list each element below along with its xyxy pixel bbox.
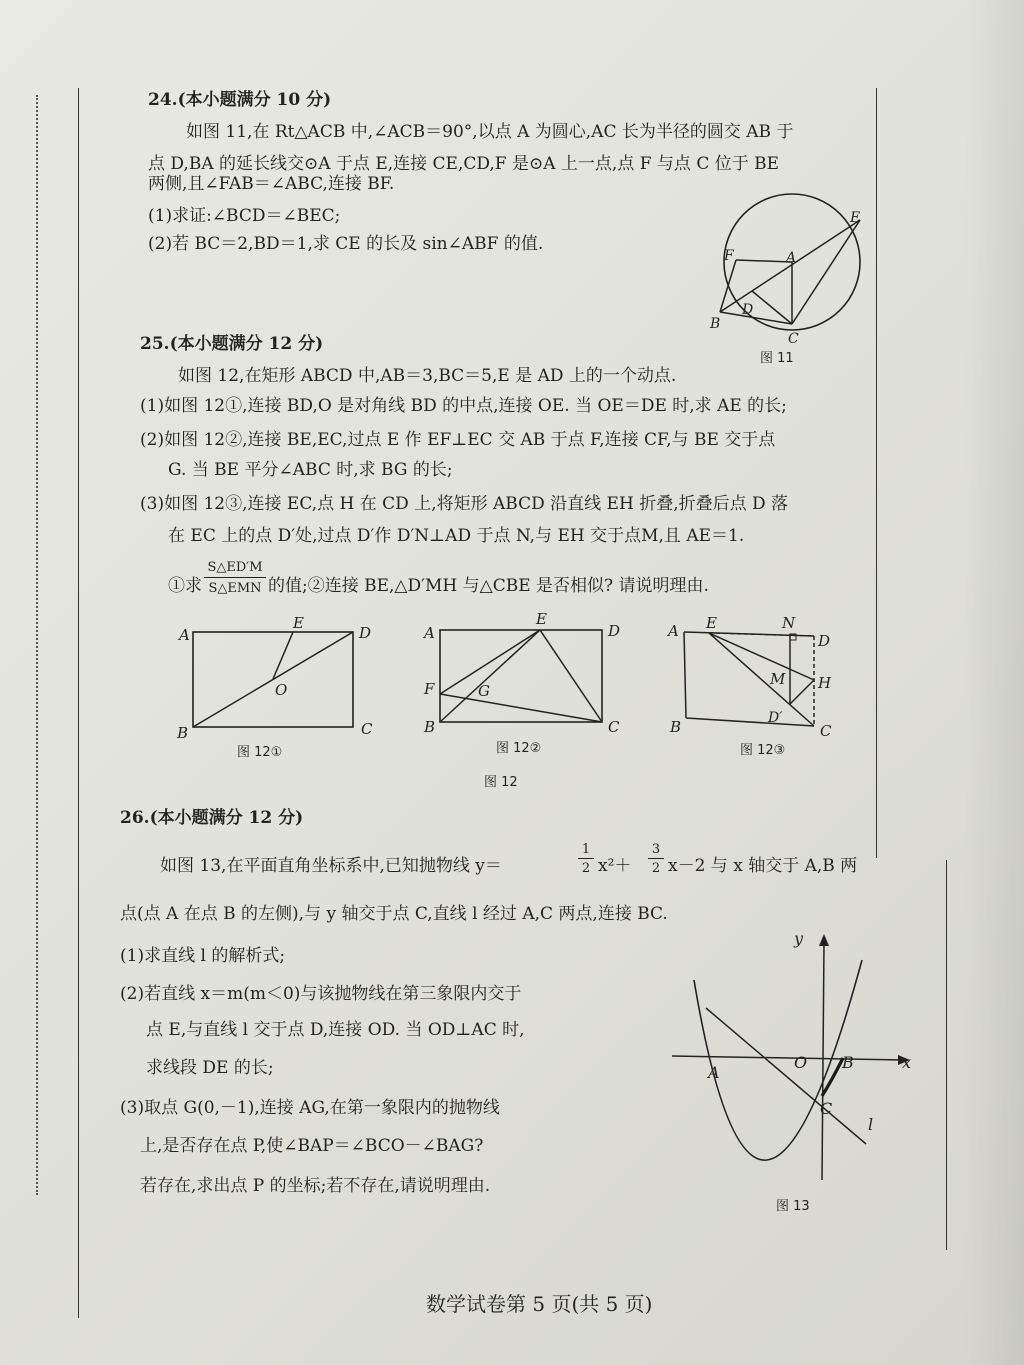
fig12-3-label-e: E	[706, 614, 717, 632]
fig13-caption: 图 13	[776, 1199, 810, 1214]
figure-12-1	[175, 616, 385, 746]
q26-header: 26.(本小题满分 12 分)	[120, 808, 304, 828]
fig12-3-label-dprime: D′	[768, 710, 783, 726]
q25-part1: (1)如图 12①,连接 BD,O 是对角线 BD 的中点,连接 OE. 当 OE＝DE 时,求 AE 的长;	[140, 396, 787, 416]
fig12-caption: 图 12	[484, 775, 518, 790]
q25-header: 25.(本小题满分 12 分)	[140, 334, 324, 354]
line-ab-3	[684, 632, 686, 718]
fig12-3-label-n: N	[782, 614, 796, 632]
fraction-numerator: S△ED′M	[204, 560, 266, 578]
fig13-label-a: A	[708, 1063, 720, 1082]
fig11-label-b: B	[710, 316, 721, 332]
fig13-label-o: O	[794, 1053, 808, 1072]
q26-fraction-1	[578, 842, 594, 876]
fig12-1-label-a: A	[179, 626, 190, 644]
q24-part2: (2)若 BC＝2,BD＝1,求 CE 的长及 sin∠ABF 的值.	[148, 234, 544, 254]
q25-part3a: (3)如图 12③,连接 EC,点 H 在 CD 上,将矩形 ABCD 沿直线 EH 折叠,折叠后点 D 落	[140, 494, 789, 514]
line-fa	[736, 260, 792, 262]
q26-part2b: 点 E,与直线 l 交于点 D,连接 OD. 当 OD⊥AC 时,	[146, 1020, 525, 1040]
q24-line3: 两侧,且∠FAB＝∠ABC,连接 BF.	[148, 174, 395, 194]
q24-line1: 如图 11,在 Rt△ACB 中,∠ACB＝90°,以点 A 为圆心,AC 长为半径的圆交 AB 于	[186, 122, 794, 142]
q24-line2: 点 D,BA 的延长线交⊙A 于点 E,连接 CE,CD,F 是⊙A 上一点,点 F 与点 C 位于 BE	[148, 154, 780, 174]
fraction-1-denominator: 2	[581, 861, 591, 876]
line-cf-2	[440, 694, 602, 722]
q26-line1-post: x－2 与 x 轴交于 A,B 两	[668, 856, 858, 876]
line-bd-1	[193, 632, 353, 727]
line-oe-1	[273, 632, 293, 679]
figure-12-3	[664, 612, 854, 742]
fig12-3-label-b: B	[670, 718, 682, 736]
q26-part3b: 上,是否存在点 P,使∠BAP＝∠BCO－∠BAG?	[140, 1136, 484, 1156]
fig11-caption: 图 11	[760, 351, 794, 366]
fig11-label-d: D	[742, 302, 754, 318]
right-margin-line-lower	[946, 860, 947, 1250]
q26-part2a: (2)若直线 x＝m(m＜0)与该抛物线在第三象限内交于	[120, 984, 522, 1004]
q26-fraction-2	[648, 842, 664, 876]
q26-part2c: 求线段 DE 的长;	[146, 1058, 274, 1078]
q25-part2a: (2)如图 12②,连接 BE,EC,过点 E 作 EF⊥EC 交 AB 于点 F,连接 CF,与 BE 交于点	[140, 430, 776, 450]
q25-line1: 如图 12,在矩形 ABCD 中,AB＝3,BC＝5,E 是 AD 上的一个动点.	[178, 366, 677, 386]
q26-mid: x²＋	[598, 856, 632, 876]
fig11-label-e: E	[850, 210, 861, 226]
fig12-3-label-a: A	[668, 622, 679, 640]
fig12-3-label-d: D	[818, 632, 831, 650]
fig13-label-b: B	[842, 1053, 854, 1072]
line-bc	[720, 312, 792, 324]
y-axis-arrow	[819, 934, 829, 946]
fig12-2-label-d: D	[608, 622, 621, 640]
fig12-3-label-h: H	[818, 674, 832, 692]
fig11-label-a: A	[786, 250, 797, 266]
fig12-2-caption: 图 12②	[496, 741, 542, 756]
fig12-2-label-a: A	[424, 624, 435, 642]
y-axis	[822, 942, 824, 1180]
x-axis	[672, 1056, 904, 1060]
fraction-denominator: S△EMN	[208, 581, 262, 596]
fig12-3-label-c: C	[820, 722, 832, 740]
fig11-label-c: C	[788, 331, 799, 347]
fig12-1-label-o: O	[275, 681, 288, 699]
line-ec-2	[540, 630, 602, 722]
fig12-3-label-m: M	[770, 670, 786, 688]
fraction-2-denominator: 2	[651, 861, 661, 876]
q26-line1-pre: 如图 13,在平面直角坐标系中,已知抛物线 y＝	[160, 856, 502, 876]
fig12-2-label-c: C	[608, 718, 620, 736]
fig13-label-y: y	[794, 929, 804, 948]
q25-part2b: G. 当 BE 平分∠ABC 时,求 BG 的长;	[168, 460, 453, 480]
parabola	[694, 960, 862, 1160]
line-dh-3	[790, 680, 814, 704]
fig12-2-label-e: E	[536, 610, 547, 628]
fig13-label-x: x	[902, 1053, 912, 1072]
figure-13	[666, 930, 926, 1192]
fig12-2-label-f: F	[424, 680, 435, 698]
q26-part3c: 若存在,求出点 P 的坐标;若不存在,请说明理由.	[140, 1176, 491, 1196]
fig12-1-label-d: D	[359, 624, 372, 642]
fig13-label-c: C	[820, 1099, 833, 1118]
q24-header: 24.(本小题满分 10 分)	[148, 90, 332, 110]
left-margin-line	[78, 88, 79, 1318]
fig12-1-label-c: C	[361, 720, 373, 738]
fig12-1-label-e: E	[293, 614, 304, 632]
q25-part3c-pre: ①求	[168, 576, 202, 596]
fig12-2-label-g: G	[478, 682, 490, 700]
line-fb	[720, 260, 736, 312]
line-ef-2	[440, 630, 540, 694]
q26-line2: 点(点 A 在点 B 的左侧),与 y 轴交于点 C,直线 l 经过 A,C 两点,连接 BC.	[120, 904, 668, 924]
q24-part1: (1)求证:∠BCD＝∠BEC;	[148, 206, 341, 226]
figure-11	[700, 200, 880, 375]
fig12-1-caption: 图 12①	[237, 745, 283, 760]
figure-12-2	[420, 610, 630, 740]
fraction-1-numerator: 1	[578, 842, 594, 859]
line-ce	[792, 220, 860, 324]
q25-part3b: 在 EC 上的点 D′处,过点 D′作 D′N⊥AD 于点 N,与 EH 交于点M,且 AE＝1.	[168, 526, 745, 546]
q25-part3c-post: 的值;②连接 BE,△D′MH 与△CBE 是否相似? 请说明理由.	[268, 576, 709, 596]
q25-fraction	[204, 560, 266, 596]
line-eh-3	[709, 633, 814, 680]
fraction-2-numerator: 3	[648, 842, 664, 859]
q26-part3a: (3)取点 G(0,－1),连接 AG,在第一象限内的抛物线	[120, 1098, 500, 1118]
line-bc-3	[686, 718, 814, 726]
page-footer: 数学试卷第 5 页(共 5 页)	[426, 1292, 653, 1316]
fig12-2-label-b: B	[424, 718, 436, 736]
binding-dotted-line	[36, 95, 38, 1195]
fig11-label-f: F	[724, 248, 734, 264]
page-shadow	[964, 0, 1024, 1365]
fig12-1-label-b: B	[177, 724, 189, 742]
fig13-label-l: l	[868, 1115, 874, 1134]
fig12-3-caption: 图 12③	[740, 743, 786, 758]
line-be	[720, 220, 860, 312]
q26-part1: (1)求直线 l 的解析式;	[120, 946, 286, 966]
line-ec-3	[709, 633, 814, 726]
